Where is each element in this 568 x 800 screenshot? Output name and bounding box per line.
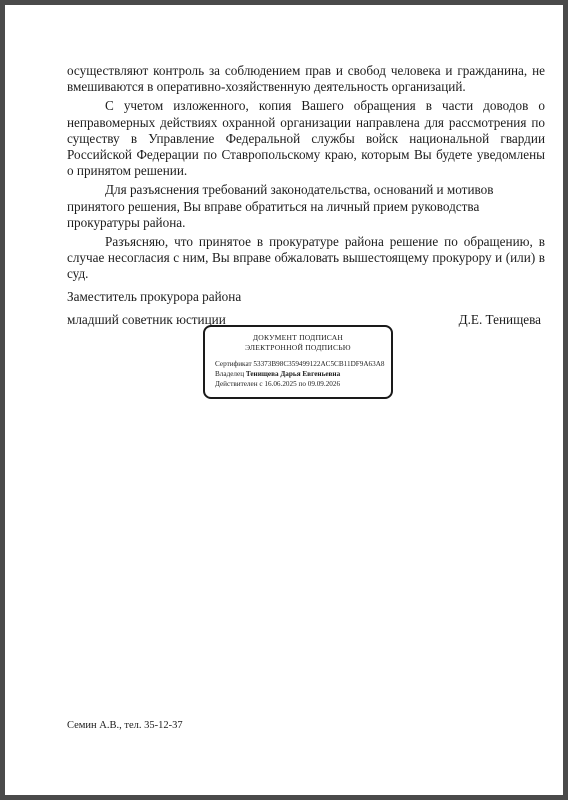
signatory-position: Заместитель прокурора района [67,289,242,304]
stamp-certificate [215,359,385,369]
paragraph-continuation: осуществляют контроль за соблюдением прав и свобод человека и гражданина, не вмешиваются в оперативно-хозяйственную деятельность организаций. [67,63,545,95]
stamp-owner-label: Владелец [215,370,245,378]
stamp-certificate-value: 53373B98C359499122AC5CB11DF9A63A8 [253,360,385,368]
stamp-validity-value: с 16.06.2025 по 09.09.2026 [259,380,341,388]
stamp-title-line2: ЭЛЕКТРОННОЙ ПОДПИСЬЮ [245,343,351,352]
stamp-certificate-label: Сертификат [215,360,252,368]
paragraph-forwarding: С учетом изложенного, копия Вашего обращения в части доводов о неправомерных действиях охранной организации направлена для рассмотрения по существу в Управление Федеральной службы войск национальной гвардии Российской Федерации по Ставропольскому краю, которым Вы будете уведомлены о принятом решении. [67,98,545,179]
electronic-signature-stamp [203,325,393,399]
stamp-owner-value: Тенищева Дарья Евгеньевна [245,370,341,378]
signatory-rank: младший советник юстиции [67,312,226,327]
stamp-owner [215,369,381,379]
executor-contact: Семин А.В., тел. 35-12-37 [67,720,183,731]
paragraph-clarification: Для разъяснения требований законодательства, оснований и мотивов принятого решения, Вы вправе обратиться на личный прием руководства прокуратуры района. [67,182,494,230]
signatory-name: Д.Е. Тенищева [458,312,541,327]
document-page [5,5,563,795]
stamp-validity-label: Действителен [215,380,258,388]
stamp-title-line1: ДОКУМЕНТ ПОДПИСАН [252,333,344,342]
stamp-validity [215,379,381,389]
letter-body [67,63,545,286]
paragraph-appeal: Разъясняю, что принятое в прокуратуре района решение по обращению, в случае несогласия с ним, Вы вправе обжаловать вышестоящему прокурору и (или) в суд. [67,234,545,282]
